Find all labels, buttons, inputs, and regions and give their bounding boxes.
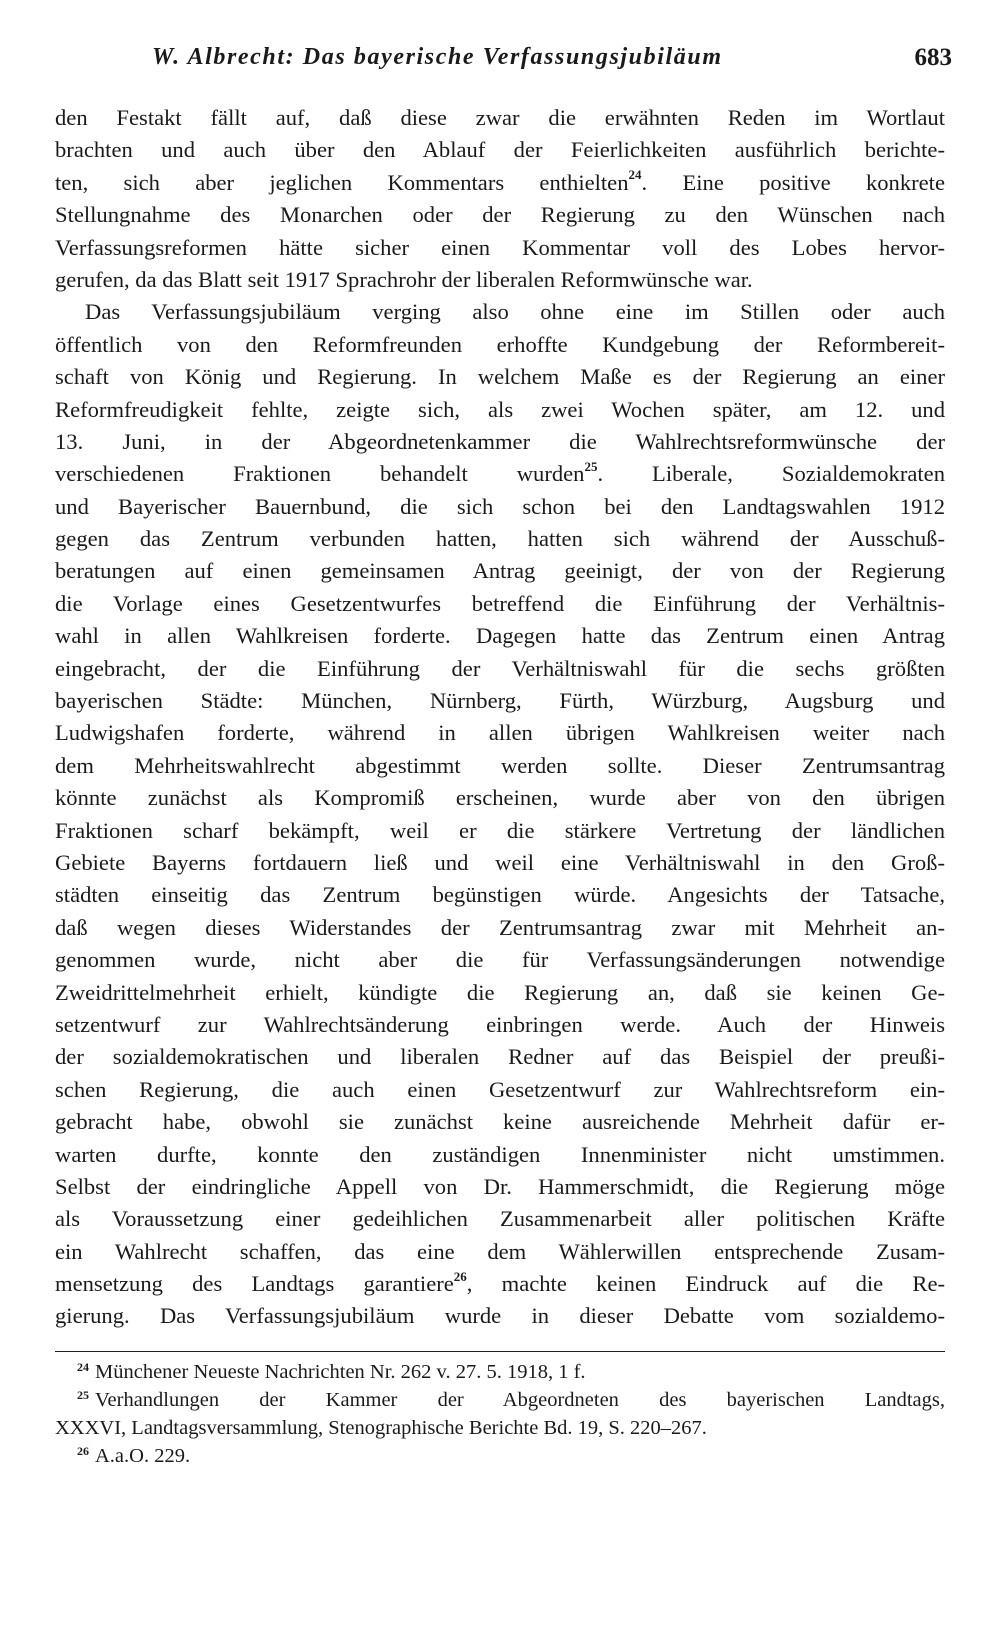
text-line — [55, 1106, 945, 1138]
text-line — [55, 264, 945, 296]
line-text: setzentwurf zur Wahlrechtsänderung einbringen werde. Auch der Hinweis — [55, 1011, 945, 1037]
footnote-line — [55, 1358, 945, 1386]
line-text: Zweidrittelmehrheit erhielt, kündigte die Regierung an, daß sie keinen Ge- — [55, 979, 945, 1005]
running-title: W. Albrecht: Das bayerische Verfassungsjubiläum — [152, 44, 723, 70]
footnote-text: Münchener Neueste Nachrichten Nr. 262 v. 27. 5. 1918, 1 f. — [95, 1361, 586, 1383]
text-line — [55, 620, 945, 652]
line-text: brachten und auch über den Ablauf der Feierlichkeiten ausführlich berichte- — [55, 137, 945, 163]
line-text: schen Regierung, die auch einen Gesetzentwurf zur Wahlrechtsreform ein- — [55, 1076, 945, 1102]
text-line — [55, 782, 945, 814]
line-text: mensetzung des Landtags garantiere — [55, 1271, 454, 1297]
text-line — [55, 199, 945, 231]
text-line — [55, 361, 945, 393]
footnote-text: A.a.O. 229. — [95, 1445, 191, 1467]
footnote-line — [55, 1386, 945, 1414]
footnotes — [55, 1358, 945, 1470]
text-line — [55, 1171, 945, 1203]
footnote-text: XXXVI, Landtagsversammlung, Stenographische Berichte Bd. 19, S. 220–267. — [55, 1417, 707, 1439]
text-line — [55, 977, 945, 1009]
body-text — [55, 102, 945, 1333]
page-number: 683 — [914, 44, 952, 71]
text-line — [55, 458, 945, 490]
line-text: Gebiete Bayerns fortdauern ließ und weil eine Verhältniswahl in den Groß- — [55, 849, 945, 875]
text-line — [55, 750, 945, 782]
line-text: schaft von König und Regierung. In welchem Maße es der Regierung an einer — [55, 364, 945, 390]
text-line — [55, 1268, 945, 1300]
line-text: ein Wahlrecht schaffen, das eine dem Wählerwillen entsprechende Zusam- — [55, 1238, 945, 1264]
footnote-ref: 24 — [628, 167, 642, 183]
line-text: gerufen, da das Blatt seit 1917 Sprachrohr der liberalen Reformwünsche war. — [55, 266, 753, 292]
text-line — [55, 167, 945, 199]
text-line — [55, 1300, 945, 1332]
text-line — [55, 912, 945, 944]
footnote-number: 24 — [77, 1360, 89, 1374]
text-line — [55, 1203, 945, 1235]
text-line — [55, 1041, 945, 1073]
footnote-line — [55, 1414, 945, 1442]
line-text: gebracht habe, obwohl sie zunächst keine ausreichende Mehrheit dafür er- — [55, 1109, 945, 1135]
footnote-line — [55, 1442, 945, 1470]
line-text: Reformfreudigkeit fehlte, zeigte sich, als zwei Wochen später, am 12. und — [55, 396, 945, 422]
line-text: könnte zunächst als Kompromiß erscheinen, wurde aber von den übrigen — [55, 785, 945, 811]
footnote-number: 26 — [77, 1444, 89, 1458]
line-text: als Voraussetzung einer gedeihlichen Zusammenarbeit aller politischen Kräfte — [55, 1206, 945, 1232]
text-line — [55, 685, 945, 717]
text-line — [55, 555, 945, 587]
line-text: 13. Juni, in der Abgeordnetenkammer die Wahlrechtsreformwünsche der — [55, 428, 945, 454]
text-line — [55, 491, 945, 523]
line-text-continued: . Eine positive konkrete — [641, 169, 945, 195]
line-text: genommen wurde, nicht aber die für Verfassungsänderungen notwendige — [55, 947, 945, 973]
line-text-continued: , machte keinen Eindruck auf die Re- — [466, 1271, 946, 1297]
line-text: wahl in allen Wahlkreisen forderte. Dagegen hatte das Zentrum einen Antrag — [55, 623, 945, 649]
text-line — [55, 879, 945, 911]
line-text: und Bayerischer Bauernbund, die sich schon bei den Landtagswahlen 1912 — [55, 493, 945, 519]
line-text: Selbst der eindringliche Appell von Dr. Hammerschmidt, die Regierung möge — [55, 1173, 945, 1199]
line-text: gegen das Zentrum verbunden hatten, hatten sich während der Ausschuß- — [55, 526, 945, 552]
text-line — [55, 588, 945, 620]
footnote-ref: 25 — [584, 458, 598, 474]
line-text: bayerischen Städte: München, Nürnberg, Fürth, Würzburg, Augsburg und — [55, 688, 945, 714]
footnote-rule — [55, 1351, 945, 1352]
line-text: Stellungnahme des Monarchen oder der Regierung zu den Wünschen nach — [55, 202, 945, 228]
line-text: eingebracht, der die Einführung der Verhältniswahl für die sechs größten — [55, 655, 945, 681]
line-text: gierung. Das Verfassungsjubiläum wurde in dieser Debatte vom sozialdemo- — [55, 1303, 945, 1329]
line-text: städten einseitig das Zentrum begünstigen würde. Angesichts der Tatsache, — [55, 882, 945, 908]
text-line — [55, 1139, 945, 1171]
line-text: beratungen auf einen gemeinsamen Antrag geeinigt, der von der Regierung — [55, 558, 945, 584]
text-line — [55, 944, 945, 976]
text-line — [55, 815, 945, 847]
text-line — [55, 232, 945, 264]
line-text-continued: . Liberale, Sozialdemokraten — [597, 461, 945, 487]
line-text: warten durfte, konnte den zuständigen Innenminister nicht umstimmen. — [55, 1141, 945, 1167]
line-text: die Vorlage eines Gesetzentwurfes betreffend die Einführung der Verhältnis- — [55, 590, 945, 616]
text-line — [55, 394, 945, 426]
line-text: Verfassungsreformen hätte sicher einen Kommentar voll des Lobes hervor- — [55, 234, 945, 260]
line-text: Das Verfassungsjubiläum verging also ohne eine im Stillen oder auch — [85, 299, 945, 325]
line-text: der sozialdemokratischen und liberalen Redner auf das Beispiel der preußi- — [55, 1044, 945, 1070]
running-header — [56, 44, 952, 80]
text-line — [55, 1009, 945, 1041]
text-line — [55, 847, 945, 879]
text-line — [55, 1074, 945, 1106]
text-line — [55, 296, 945, 328]
text-line — [55, 653, 945, 685]
text-line — [55, 102, 945, 134]
line-text: dem Mehrheitswahlrecht abgestimmt werden sollte. Dieser Zentrumsantrag — [55, 752, 945, 778]
line-text: Fraktionen scharf bekämpft, weil er die stärkere Vertretung der ländlichen — [55, 817, 945, 843]
text-line — [55, 426, 945, 458]
line-text: ten, sich aber jeglichen Kommentars enthielten — [55, 169, 629, 195]
line-text: verschiedenen Fraktionen behandelt wurden — [55, 461, 585, 487]
line-text: Ludwigshafen forderte, während in allen übrigen Wahlkreisen weiter nach — [55, 720, 945, 746]
text-line — [55, 717, 945, 749]
text-line — [55, 134, 945, 166]
text-line — [55, 329, 945, 361]
line-text: den Festakt fällt auf, daß diese zwar die erwähnten Reden im Wortlaut — [55, 105, 945, 130]
footnote-ref: 26 — [453, 1268, 467, 1284]
footnote-text: Verhandlungen der Kammer der Abgeordneten des bayerischen Landtags, — [95, 1389, 945, 1411]
text-line — [55, 1236, 945, 1268]
line-text: öffentlich von den Reformfreunden erhoffte Kundgebung der Reformbereit- — [55, 331, 945, 357]
line-text: daß wegen dieses Widerstandes der Zentrumsantrag zwar mit Mehrheit an- — [55, 914, 945, 940]
footnote-number: 25 — [77, 1388, 89, 1402]
text-line — [55, 523, 945, 555]
